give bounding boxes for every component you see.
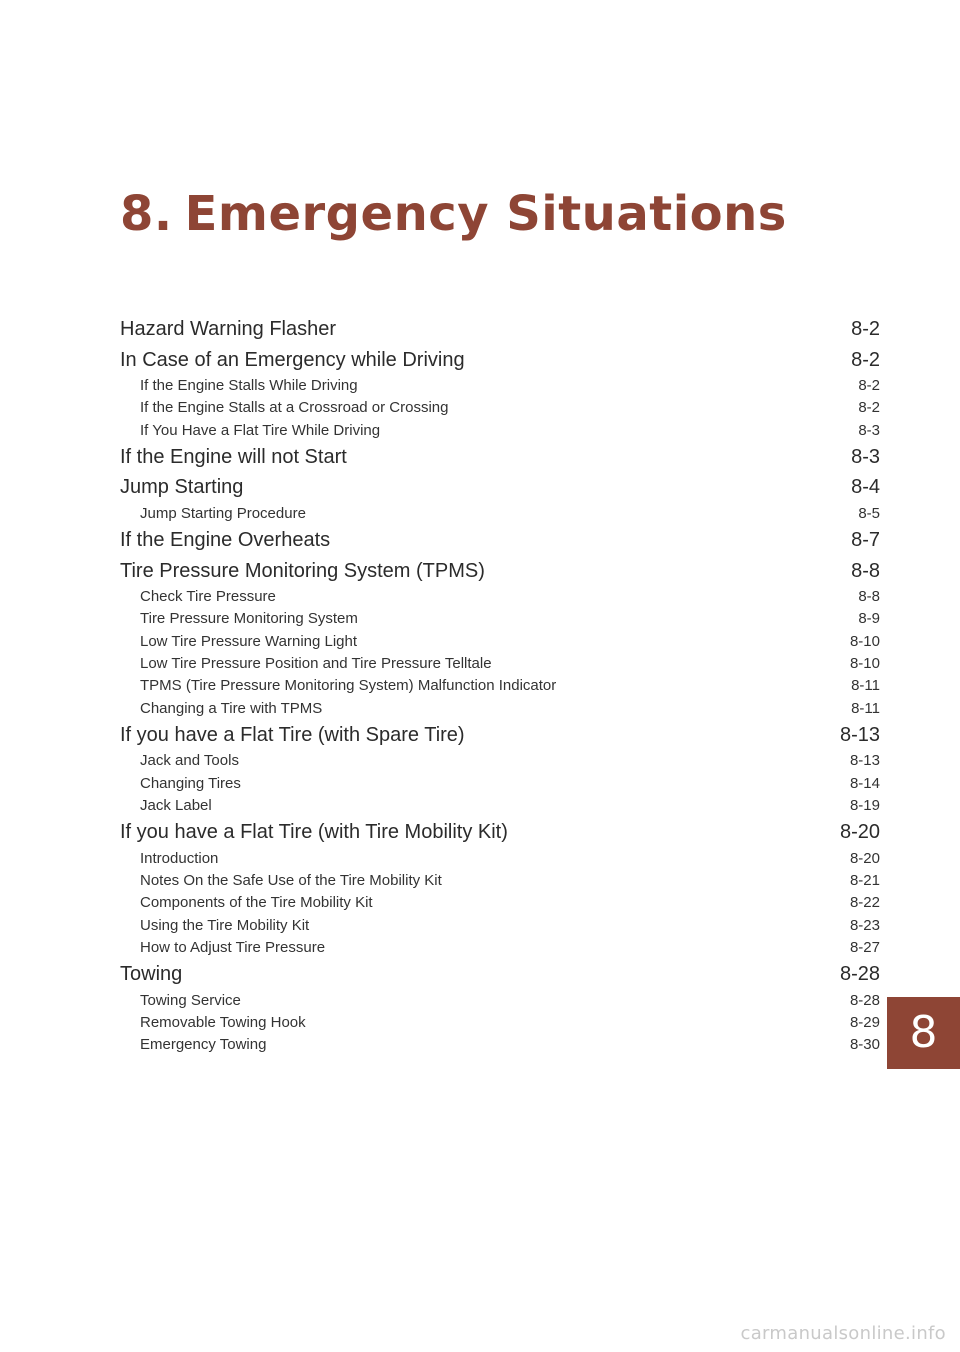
toc-entry-label: If the Engine Stalls at a Crossroad or Crossing [140,399,449,417]
toc-subsection-entry[interactable] [120,848,880,870]
toc-entry-label: Changing Tires [140,774,241,792]
toc-entry-page-number: 8-28 [849,991,880,1009]
toc-entry-page-number: 8-13 [849,752,880,770]
toc-section-entry[interactable] [120,959,880,990]
toc-subsection-entry[interactable] [120,375,880,397]
toc-entry-label: If you have a Flat Tire (with Spare Tire) [120,723,465,746]
toc-section-entry[interactable] [120,817,880,848]
toc-entry-label: Jump Starting Procedure [140,504,306,522]
toc-entry-page-number: 8-2 [851,318,880,340]
toc-section-entry[interactable] [120,472,880,503]
toc-entry-label: In Case of an Emergency while Driving [120,348,465,371]
toc-entry-label: Jack Label [140,797,212,815]
toc-section-entry[interactable] [120,442,880,473]
toc-subsection-entry[interactable] [120,750,880,772]
toc-entry-page-number: 8-2 [851,348,880,371]
toc-entry-label: Notes On the Safe Use of the Tire Mobility Kit [140,872,442,890]
toc-entry-page-number: 8-21 [849,872,880,890]
toc-entry-page-number: 8-4 [851,476,880,499]
table-of-contents [120,314,880,1057]
toc-entry-page-number: 8-2 [858,377,880,394]
toc-entry-page-number: 8-2 [858,399,880,417]
toc-entry-label: TPMS (Tire Pressure Monitoring System) Malfunction Indicator [140,677,557,695]
toc-entry-page-number: 8-19 [849,797,880,815]
toc-section-entry[interactable] [120,720,880,751]
chapter-side-tab[interactable]: 8 [887,997,960,1069]
toc-section-entry[interactable] [120,556,880,587]
toc-subsection-entry[interactable] [120,420,880,442]
toc-entry-label: If the Engine will not Start [120,445,347,468]
toc-entry-page-number: 8-23 [849,916,880,934]
toc-entry-label: Emergency Towing [140,1036,267,1054]
toc-entry-label: Low Tire Pressure Warning Light [140,632,358,650]
toc-subsection-entry[interactable] [120,608,880,630]
toc-entry-label: Hazard Warning Flasher [120,318,337,340]
toc-section-entry[interactable] [120,525,880,556]
toc-subsection-entry[interactable] [120,937,880,959]
toc-entry-page-number: 8-30 [849,1036,880,1054]
toc-entry-page-number: 8-14 [849,774,880,792]
toc-subsection-entry[interactable] [120,631,880,653]
toc-entry-page-number: 8-22 [849,894,880,912]
toc-subsection-entry[interactable] [120,990,880,1012]
toc-subsection-entry[interactable] [120,586,880,608]
toc-entry-label: If you have a Flat Tire (with Tire Mobility Kit) [120,821,508,844]
toc-entry-page-number: 8-3 [851,445,880,468]
toc-entry-page-number: 8-20 [849,849,880,867]
toc-subsection-entry[interactable] [120,795,880,817]
chapter-title [120,186,787,242]
toc-entry-page-number: 8-29 [849,1014,880,1032]
toc-entry-page-number: 8-20 [839,821,880,844]
toc-subsection-entry[interactable] [120,915,880,937]
toc-section-entry[interactable] [120,314,880,345]
toc-entry-page-number: 8-10 [849,655,880,673]
watermark: carmanualsonline.info [740,1323,946,1344]
toc-entry-page-number: 8-8 [851,559,880,582]
toc-subsection-entry[interactable] [120,397,880,419]
toc-entry-page-number: 8-10 [849,632,880,650]
toc-entry-page-number: 8-13 [839,723,880,746]
toc-entry-label: Components of the Tire Mobility Kit [140,894,373,912]
toc-entry-label: Check Tire Pressure [140,588,276,606]
toc-subsection-entry[interactable] [120,773,880,795]
toc-entry-label: If the Engine Stalls While Driving [140,377,358,394]
toc-subsection-entry[interactable] [120,1034,880,1056]
toc-entry-label: If the Engine Overheats [120,529,331,552]
chapter-number: 8. [120,186,173,242]
toc-entry-label: Changing a Tire with TPMS [140,699,323,717]
toc-entry-label: Tire Pressure Monitoring System [140,610,358,628]
chapter-title-text: Emergency Situations [184,186,787,242]
toc-entry-page-number: 8-8 [858,588,880,606]
toc-entry-page-number: 8-28 [839,963,880,986]
toc-subsection-entry[interactable] [120,503,880,525]
toc-entry-label: Tire Pressure Monitoring System (TPMS) [120,559,485,582]
toc-entry-page-number: 8-3 [858,421,880,439]
toc-section-entry[interactable] [120,345,880,376]
toc-subsection-entry[interactable] [120,653,880,675]
toc-entry-label: How to Adjust Tire Pressure [140,939,326,957]
toc-entry-page-number: 8-5 [858,504,880,522]
toc-entry-label: Jump Starting [120,476,244,499]
toc-entry-label: Removable Towing Hook [140,1014,306,1032]
toc-entry-label: Introduction [140,849,219,867]
toc-entry-label: Low Tire Pressure Position and Tire Pressure Telltale [140,655,492,673]
toc-subsection-entry[interactable] [120,870,880,892]
toc-subsection-entry[interactable] [120,892,880,914]
toc-entry-page-number: 8-11 [851,677,880,695]
toc-subsection-entry[interactable] [120,1012,880,1034]
toc-entry-label: Towing Service [140,991,241,1009]
toc-entry-page-number: 8-7 [851,529,880,552]
toc-subsection-entry[interactable] [120,675,880,697]
toc-entry-label: Towing [120,963,183,986]
toc-entry-page-number: 8-9 [858,610,880,628]
toc-entry-label: Jack and Tools [140,752,239,770]
toc-entry-label: If You Have a Flat Tire While Driving [140,421,381,439]
toc-entry-page-number: 8-11 [851,699,880,717]
toc-entry-label: Using the Tire Mobility Kit [140,916,310,934]
toc-subsection-entry[interactable] [120,698,880,720]
toc-entry-page-number: 8-27 [849,939,880,957]
